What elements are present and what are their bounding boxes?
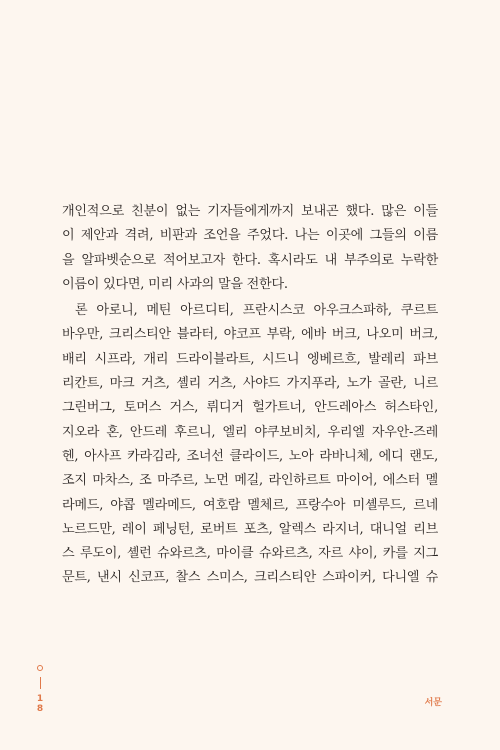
text-line: 이 제안과 격려, 비판과 조언을 주었다. 나는 이곳에 그들의 이름: [62, 228, 438, 244]
text-line: 라메드, 야콥 멜라메드, 여호람 멜체르, 프랑수아 미셸루드, 르네: [62, 497, 438, 513]
page-number: 1 8: [36, 694, 44, 714]
text-line: 론 아로니, 메틴 아르디티, 프란시스코 아우크스파하, 쿠르트: [75, 303, 438, 319]
text-line: 이름이 있다면, 미리 사과의 말을 전한다.: [62, 276, 288, 292]
text-line: 을 알파벳순으로 적어보고자 한다. 혹시라도 내 부주의로 누락한: [62, 252, 438, 268]
page-folio: [33, 665, 47, 714]
vertical-rule: [40, 677, 41, 689]
text-line: 노르드만, 레이 페닝턴, 로버트 포츠, 알렉스 라지너, 대니얼 리브: [62, 521, 438, 537]
text-line: 헨, 아사프 카라김라, 조너선 클라이드, 노아 라바니체, 에디 랜도,: [62, 448, 438, 464]
paragraph-name-list: [62, 299, 438, 591]
text-line: 개인적으로 친분이 없는 기자들에게까지 보내곤 했다. 많은 이들: [62, 204, 438, 219]
circle-ornament-icon: [37, 665, 43, 671]
paragraph-acknowledgment-intro: [62, 200, 438, 297]
body-text: [62, 200, 438, 591]
text-line: 문트, 낸시 신코프, 찰스 스미스, 크리스티안 스파이커, 다니엘 슈: [62, 570, 438, 586]
text-line: 리칸트, 마크 거츠, 셸리 거츠, 사야드 가지푸라, 노가 골란, 니르: [62, 376, 438, 392]
text-line: 조지 마차스, 조 마주르, 노먼 메길, 라인하르트 마이어, 에스터 멜: [62, 473, 438, 489]
text-line: 바우만, 크리스티안 블라터, 야코프 부락, 에바 버크, 나오미 버크,: [62, 327, 438, 343]
text-line: 그린버그, 토머스 거스, 뤼디거 헐가트너, 안드레아스 허스타인,: [62, 400, 438, 416]
text-line: 지오라 혼, 안드레 후르니, 엘리 야쿠보비치, 우리엘 자우안-즈레: [62, 424, 438, 440]
text-line: 스 루도이, 셸런 슈와르츠, 마이클 슈와르츠, 자르 샤이, 카를 지그: [62, 546, 438, 562]
running-head: 서문: [424, 698, 442, 708]
text-line: 배리 시프라, 개리 드라이블라트, 시드니 엥베르흐, 발레리 파브: [62, 351, 438, 367]
